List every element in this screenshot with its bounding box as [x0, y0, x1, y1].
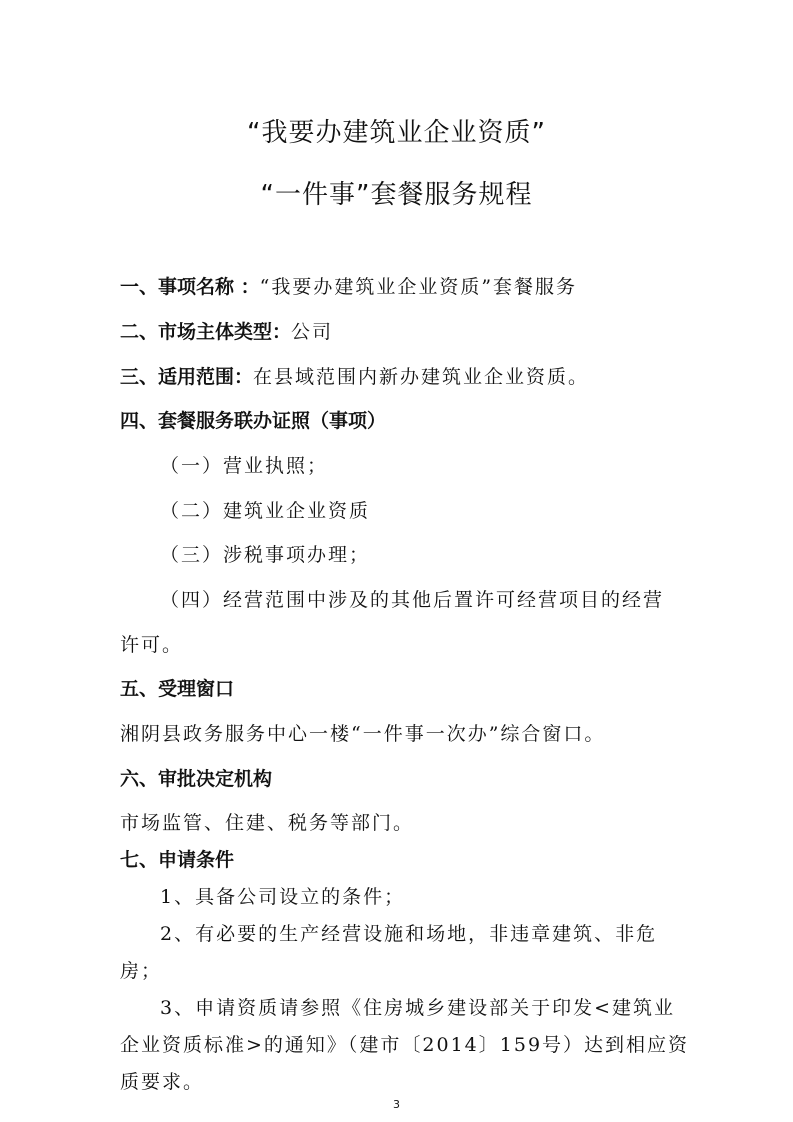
section-6-value: 市场监管、住建、税务等部门。	[120, 812, 415, 834]
section-7-condition-3-cont1: 企业资质标准>的通知》（建市〔2014〕159号）达到相应资	[120, 1034, 690, 1056]
section-7-condition-2: 2、有必要的生产经营设施和场地，非违章建筑、非危	[160, 923, 658, 945]
section-5-heading: 五、受理窗口	[120, 678, 235, 700]
section-6-heading: 六、审批决定机构	[120, 768, 273, 790]
section-2-heading: 二、市场主体类型：	[120, 321, 292, 343]
section-7-condition-1: 1、具备公司设立的条件；	[160, 886, 406, 908]
section-4-item-2: （二）建筑业企业资质	[160, 500, 371, 522]
section-1	[120, 272, 577, 299]
section-3-value: 在县域范围内新办建筑业企业资质。	[253, 366, 590, 388]
section-2-value: 公司	[291, 321, 334, 343]
section-4-heading: 四、套餐服务联办证照（事项）	[120, 410, 387, 432]
doc-title-line1: “我要办建筑业企业资质”	[247, 118, 546, 148]
doc-title-line2: “一件事”套餐服务规程	[260, 180, 533, 210]
section-2	[120, 317, 333, 344]
section-1-value: “我要办建筑业企业资质”套餐服务	[259, 276, 578, 298]
section-5-value: 湘阴县政务服务中心一楼“一件事一次办”综合窗口。	[120, 723, 606, 745]
section-4-item-4: （四）经营范围中涉及的其他后置许可经营项目的经营	[160, 589, 665, 611]
section-4-item-1: （一）营业执照；	[160, 455, 329, 477]
section-4-item-3: （三）涉税事项办理；	[160, 544, 371, 566]
section-7-condition-3-cont2: 质要求。	[120, 1071, 205, 1093]
section-7-condition-3: 3、申请资质请参照《住房城乡建设部关于印发<建筑业	[160, 997, 676, 1019]
section-7-condition-2-cont: 房；	[120, 960, 163, 982]
section-4-item-4-cont: 许可。	[120, 634, 184, 656]
section-7-heading: 七、申请条件	[120, 849, 235, 871]
section-1-heading: 一、事项名称 ：	[120, 276, 260, 298]
section-3-heading: 三、适用范围：	[120, 366, 254, 388]
page-number: 3	[393, 1098, 400, 1111]
section-3	[120, 362, 589, 389]
